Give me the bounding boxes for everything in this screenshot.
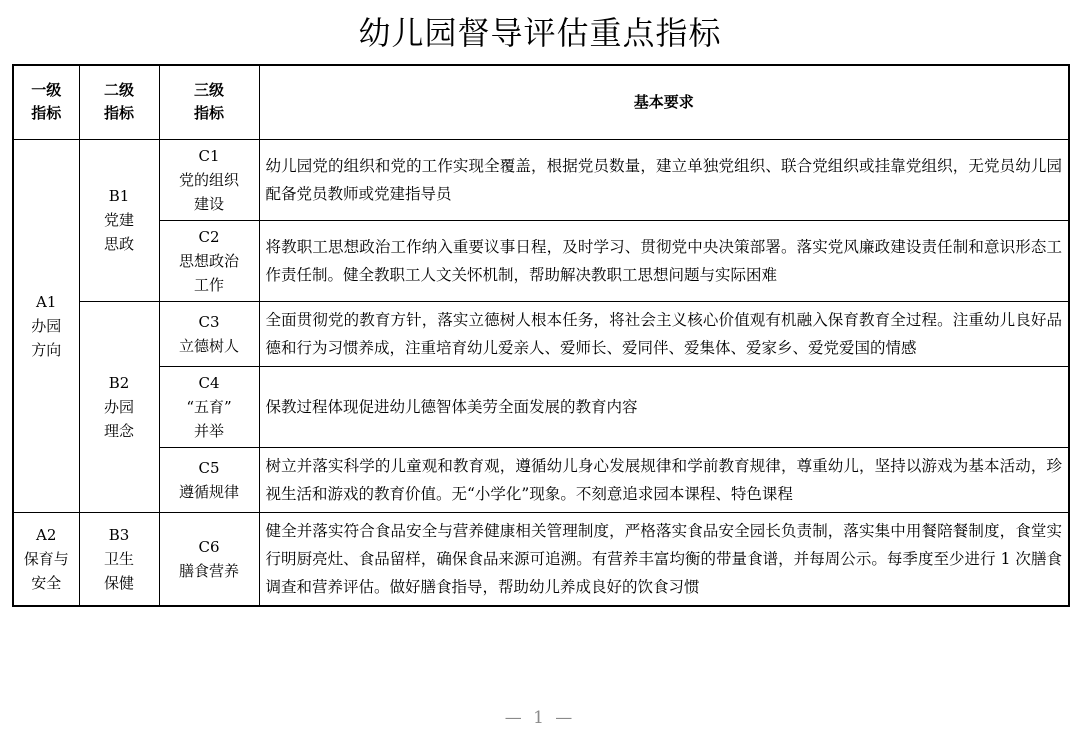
column-header-level2-line2: 指标: [103, 104, 134, 123]
column-header-level2-line1: 二级: [103, 81, 134, 100]
page-title: 幼儿园督导评估重点指标: [358, 14, 722, 52]
level2-name-b3-line2: 保健: [103, 573, 134, 592]
level1-code-a1: A1: [36, 292, 57, 311]
table-header-row: [13, 65, 1069, 139]
cell-level3-c5: [159, 447, 259, 512]
level3-name-c4-line1: “五育”: [186, 397, 232, 416]
level1-name-a2-line2: 安全: [31, 573, 62, 592]
level3-name-c1-line1: 党的组织: [178, 170, 239, 189]
table-body: [13, 139, 1069, 606]
level3-name-c3-line1: 立德树人: [178, 336, 239, 355]
table-row: [13, 447, 1069, 512]
column-header-level3-line2: 指标: [193, 104, 224, 123]
column-header-level3-line1: 三级: [193, 81, 224, 100]
level1-code-a2: A2: [36, 525, 57, 544]
level3-name-c2-line1: 思想政治: [178, 251, 239, 270]
column-header-level2: [79, 65, 159, 139]
cell-requirement-c4: 保教过程体现促进幼儿德智体美劳全面发展的教育内容: [259, 366, 1069, 447]
column-header-level1: [13, 65, 79, 139]
cell-level3-c1: [159, 139, 259, 220]
page-number-footer: — 1 —: [504, 708, 576, 728]
cell-requirement-c3: 全面贯彻党的教育方针，落实立德树人根本任务，将社会主义核心价值观有机融入保育教育全过程。注重幼儿良好品德和行为习惯养成，注重培育幼儿爱亲人、爱师长、爱同伴、爱集体、爱家乡、爱党爱国的情感: [259, 301, 1069, 366]
level2-name-b2-line1: 办园: [103, 397, 134, 416]
level2-code-b2: B2: [108, 373, 130, 392]
column-header-level3: [159, 65, 259, 139]
cell-level1-a1: [13, 139, 79, 512]
level3-code-c6: C6: [198, 537, 220, 556]
column-header-requirement: 基本要求: [259, 65, 1069, 139]
level3-code-c5: C5: [198, 458, 220, 477]
cell-level3-c4: [159, 366, 259, 447]
level2-code-b1: B1: [108, 187, 130, 205]
level1-name-a2-line1: 保育与: [23, 549, 69, 568]
column-header-level1-line2: 指标: [31, 104, 62, 123]
cell-level2-b1: [79, 139, 159, 301]
indicator-table: [12, 64, 1070, 607]
table-header: [13, 65, 1069, 139]
cell-requirement-c6: 健全并落实符合食品安全与营养健康相关管理制度，严格落实食品安全园长负责制，落实集中用餐陪餐制度，食堂实行明厨亮灶、食品留样，确保食品来源可追溯。有营养丰富均衡的带量食谱，并每周公示。每季度至少进行 1 次膳食调查和营养评估。做好膳食指导，帮助幼儿养成良好的饮食习惯: [259, 512, 1069, 606]
level1-name-a1-line1: 办园: [31, 316, 62, 335]
table-row: [13, 139, 1069, 220]
level3-name-c6-line1: 膳食营养: [178, 561, 239, 580]
level2-name-b2-line2: 理念: [103, 421, 134, 440]
level3-name-c4-line2: 并举: [193, 421, 224, 440]
level2-name-b3-line1: 卫生: [103, 549, 134, 568]
cell-requirement-c2: 将教职工思想政治工作纳入重要议事日程，及时学习、贯彻党中央决策部署。落实党风廉政建设责任制和意识形态工作责任制。健全教职工人文关怀机制，帮助解决教职工思想问题与实际困难: [259, 220, 1069, 301]
level2-code-b3: B3: [108, 525, 130, 544]
cell-level1-a2: [13, 512, 79, 606]
cell-level2-b3: [79, 512, 159, 606]
table-row: [13, 220, 1069, 301]
cell-level3-c3: [159, 301, 259, 366]
cell-level2-b2: [79, 301, 159, 512]
column-header-level1-line1: 一级: [31, 81, 62, 100]
level3-name-c1-line2: 建设: [193, 194, 224, 213]
table-row: [13, 366, 1069, 447]
level3-code-c3: C3: [198, 312, 220, 331]
table-row: [13, 301, 1069, 366]
level3-name-c5-line1: 遵循规律: [178, 482, 239, 501]
level2-name-b1-line1: 党建: [103, 211, 134, 229]
level3-code-c1: C1: [198, 146, 220, 165]
level3-code-c4: C4: [198, 373, 220, 392]
level2-name-b1-line2: 思政: [103, 235, 134, 253]
level3-name-c2-line2: 工作: [193, 275, 224, 294]
cell-level3-c6: [159, 512, 259, 606]
indicator-table-container: [12, 56, 1068, 607]
level1-name-a1-line2: 方向: [31, 340, 62, 359]
table-row: [13, 512, 1069, 606]
cell-requirement-c5: 树立并落实科学的儿童观和教育观，遵循幼儿身心发展规律和学前教育规律，尊重幼儿，坚持以游戏为基本活动，珍视生活和游戏的教育价值。无“小学化”现象。不刻意追求园本课程、特色课程: [259, 447, 1069, 512]
cell-requirement-c1: 幼儿园党的组织和党的工作实现全覆盖，根据党员数量，建立单独党组织、联合党组织或挂靠党组织，无党员幼儿园配备党员教师或党建指导员: [259, 139, 1069, 220]
level3-code-c2: C2: [198, 227, 220, 246]
cell-level3-c2: [159, 220, 259, 301]
